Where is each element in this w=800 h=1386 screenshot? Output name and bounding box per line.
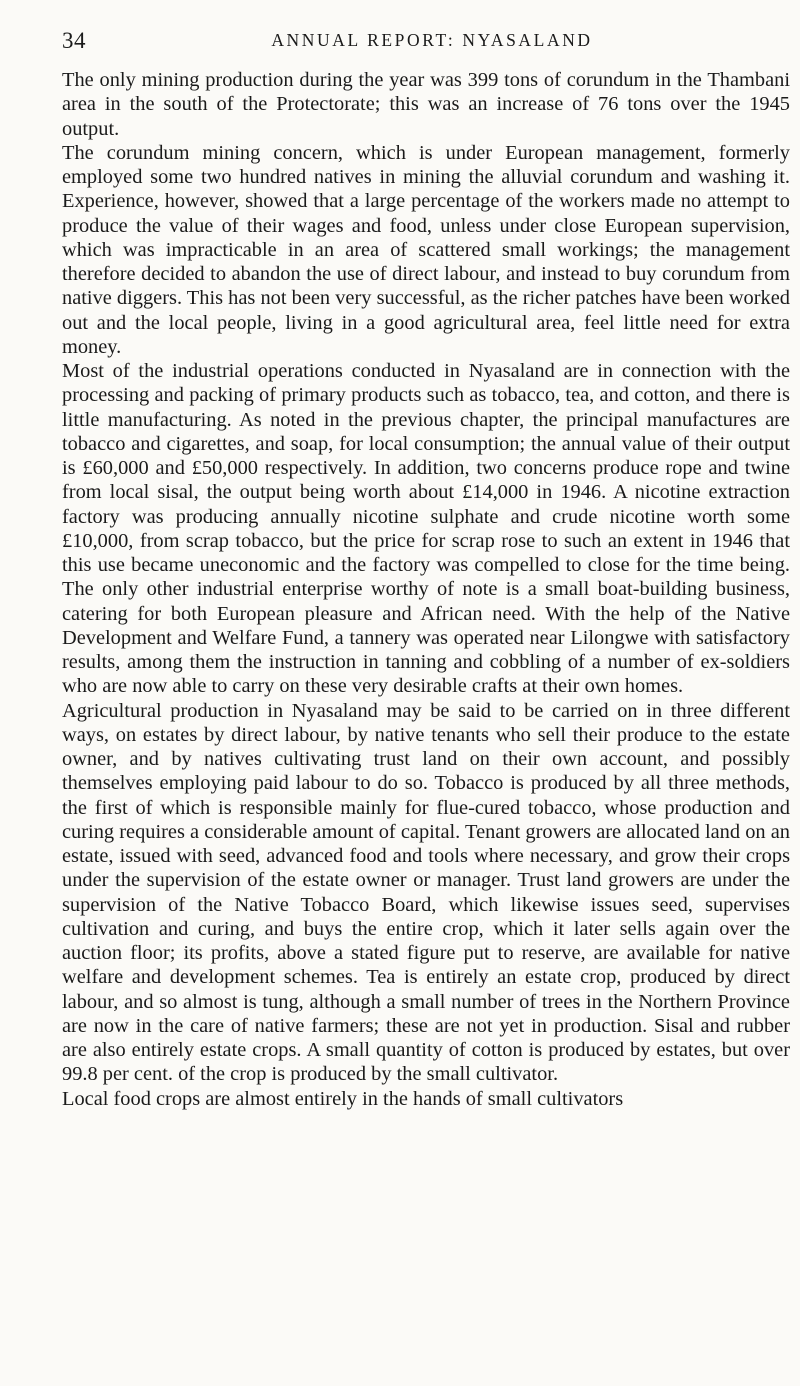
running-head: ANNUAL REPORT: NYASALAND — [271, 30, 593, 50]
paragraph-industrial-operations: Most of the industrial operations conducted in Nyasaland are in connection with the processing and packing of primary products such as tobacco, tea, and cotton, and there is little manufacturing. As noted in the previous chapter, the principal manufactures are tobacco and cigarettes, and soap, for local consumption; the annual value of their output is £60,000 and £50,000 respectively. In addition, two concerns produce rope and twine from local sisal, the output being worth about £14,000 in 1946. A nicotine extraction factory was producing annually nicotine sulphate and crude nicotine worth some £10,000, from scrap tobacco, but the price for scrap rose to such an extent in 1946 that this use became uneconomic and the factory was compelled to close for the time being. The only other industrial enterprise worthy of note is a small boat-building business, catering for both European pleasure and African need. With the help of the Native Development and Welfare Fund, a tannery was operated near Lilongwe with satisfactory results, among them the instruction in tanning and cobbling of a number of ex-soldiers who are now able to carry on these very desirable crafts at their own homes. — [62, 360, 790, 698]
page-header — [62, 26, 790, 60]
paragraph-local-food-crops: Local food crops are almost entirely in the hands of small cultivators — [62, 1087, 624, 1110]
body-text — [62, 68, 790, 1111]
document-page — [62, 26, 790, 1111]
paragraph-agricultural-production: Agricultural production in Nyasaland may be said to be carried on in three different ways, on estates by direct labour, by native tenants who sell their produce to the estate owner, and by natives cultivating trust land on their own account, and possibly themselves employing paid labour to do so. Tobacco is produced by all three methods, the first of which is responsible mainly for flue-cured tobacco, whose production and curing requires a considerable amount of capital. Tenant growers are allocated land on an estate, issued with seed, advanced food and tools where necessary, and grow their crops under the supervision of the estate owner or manager. Trust land growers are under the supervision of the Native Tobacco Board, which likewise issues seed, supervises cultivation and curing, and buys the entire crop, which it later sells again over the auction floor; its profits, above a stated figure put to reserve, are available for native welfare and development schemes. Tea is entirely an estate crop, produced by direct labour, and so almost is tung, although a small number of trees in the Northern Province are now in the care of native farmers; these are not yet in production. Sisal and rubber are also entirely estate crops. A small quantity of cotton is produced by estates, but over 99.8 per cent. of the crop is produced by the small cultivator. — [62, 699, 790, 1086]
paragraph-corundum-concern: The corundum mining concern, which is under European management, formerly employed some two hundred natives in mining the alluvial corundum and washing it. Experience, however, showed that a large percentage of the workers made no attempt to produce the value of their wages and food, unless under close European supervision, which was impracticable in an area of scattered small workings; the management therefore decided to abandon the use of direct labour, and instead to buy corundum from native diggers. This has not been very successful, as the richer patches have been worked out and the local people, living in a good agricultural area, feel little need for extra money. — [62, 141, 790, 358]
page-number: 34 — [62, 28, 86, 53]
paragraph-mining-production: The only mining production during the year was 399 tons of corundum in the Thambani area in the south of the Protectorate; this was an increase of 76 tons over the 1945 output. — [62, 69, 790, 140]
